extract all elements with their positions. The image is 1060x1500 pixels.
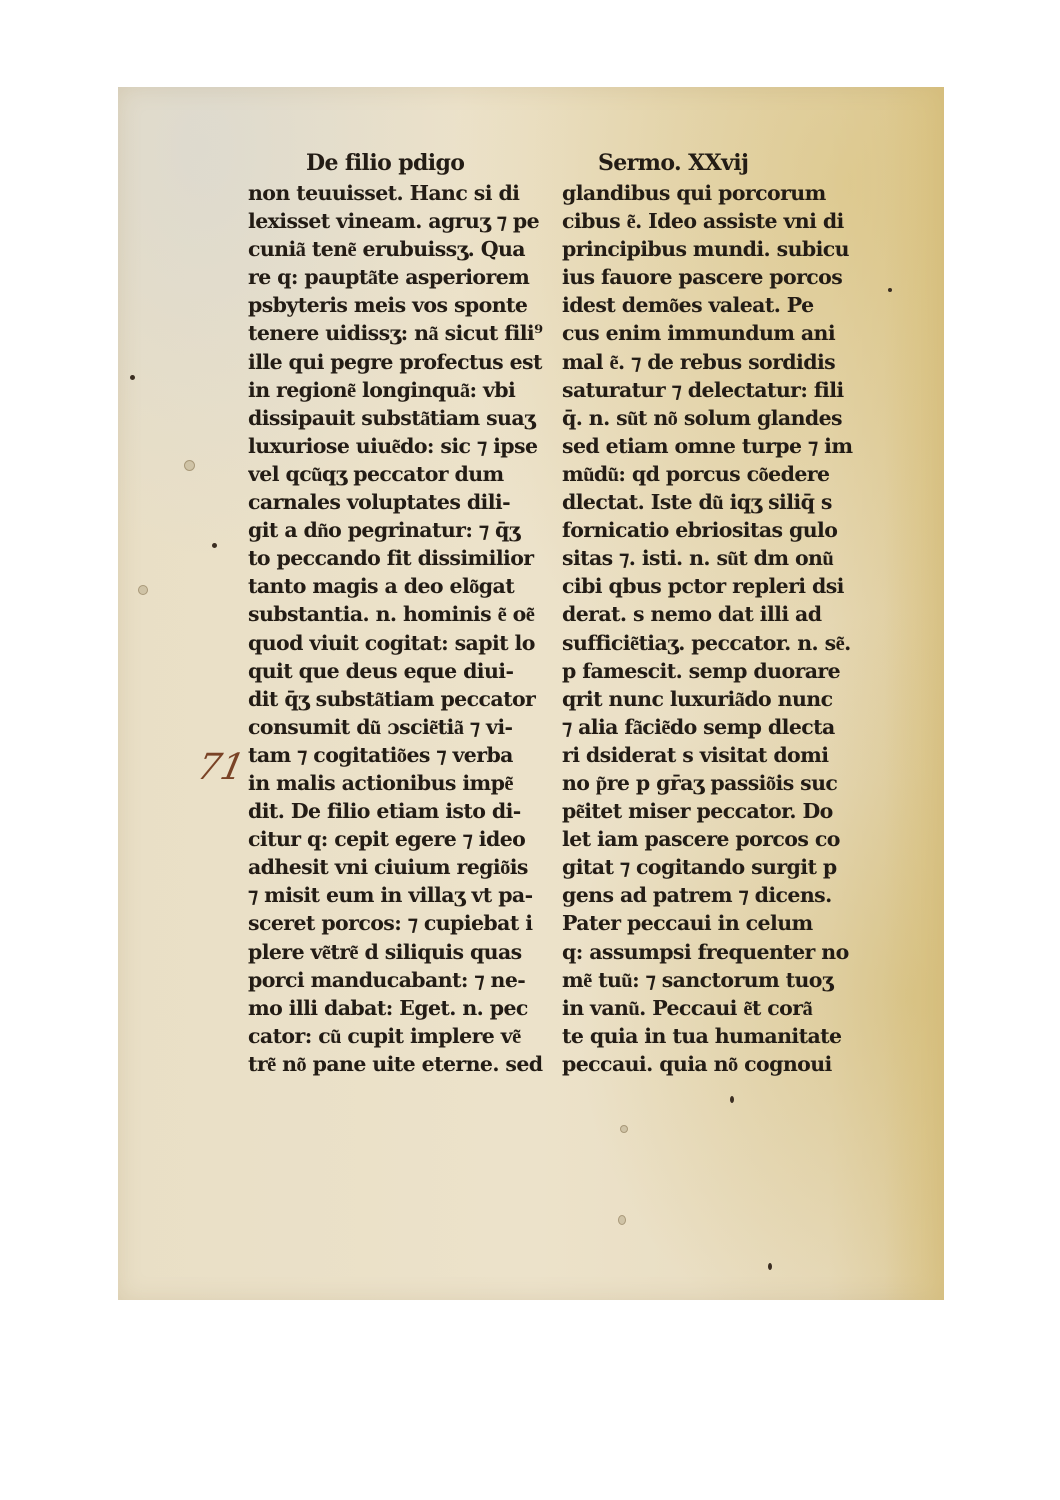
text-line: ri dsiderat s visitat domi [562,742,829,767]
text-line: citur q: cepit egere ⁊ ideo [248,827,526,852]
text-line: porci manducabant: ⁊ ne- [248,967,526,992]
scanned-page [118,87,944,1300]
text-line: gitat ⁊ cogitando surgit p [562,855,837,880]
text-line: tenere uidissʒ: na͂ sicut fili⁹ [248,321,543,346]
running-head-right: Sermo. XXvij [598,150,749,176]
margin-annotation: 71 [193,747,249,788]
text-line: mu͂du͂: qd porcus co͂edere [562,461,830,486]
text-line: carnales voluptates dili- [248,490,511,515]
text-line: tam ⁊ cogitatio͂es ⁊ verba [248,742,513,767]
text-line: tre͂ no͂ pane uite eterne. sed [248,1051,543,1076]
text-line: gens ad patrem ⁊ dicens. [562,883,832,908]
ink-speck [730,1096,734,1103]
text-line: ius fauore pascere porcos [562,265,843,290]
text-line: sufficie͂tiaʒ. peccator. n. se͂. [562,630,851,655]
text-line: principibus mundi. subicu [562,237,849,262]
text-line: plere ve͂tre͂ d siliquis quas [248,939,522,964]
text-line: to peccando fit dissimilior [248,546,534,571]
ink-speck [768,1263,772,1270]
running-head-left: De filio pdigo [306,150,465,176]
text-line: re q: paupta͂te asperiorem [248,265,530,290]
text-line: sitas ⁊. isti. n. su͂t dm onu͂ [562,546,834,571]
text-line: no p͂re p gr̄aʒ passio͂is suc [562,770,838,795]
text-line: psbyteris meis vos sponte [248,293,528,318]
text-line: cunia͂ tene͂ erubuissʒ. Qua [248,237,525,262]
text-line: cibus e͂. Ideo assiste vni di [562,209,844,234]
text-line: in malis actionibus impe͂ [248,770,513,795]
text-line: cator: cu͂ cupit implere ve͂ [248,1023,521,1048]
left-column [248,147,548,1078]
text-line: ille qui pegre profectus est [248,349,542,374]
wormhole [184,460,195,471]
water-stain [884,87,944,1300]
text-line: me͂ tuu͂: ⁊ sanctorum tuoʒ [562,967,833,992]
text-line: tanto magis a deo elo͂gat [248,574,515,599]
text-line: lexisset vineam. agruʒ ⁊ pe [248,209,540,234]
text-line: qrit nunc luxuria͂do nunc [562,686,833,711]
text-line: in regione͂ longinqua͂: vbi [248,377,516,402]
ink-speck [212,543,217,548]
text-line: mal e͂. ⁊ de rebus sordidis [562,349,836,374]
text-line: sed etiam omne turpe ⁊ im [562,433,853,458]
text-line: dlectat. Iste du͂ iqʒ siliq̄ s [562,490,832,515]
text-line: Pater peccaui in celum [562,911,813,936]
right-column [562,147,862,1078]
text-line: quit que deus eque diui- [248,658,514,683]
text-line: p famescit. semp duorare [562,658,841,683]
text-line: quod viuit cogitat: sapit lo [248,630,535,655]
text-line: ⁊ misit eum in villaʒ vt pa- [248,883,533,908]
text-line: sceret porcos: ⁊ cupiebat i [248,911,533,936]
text-line: luxuriose uiue͂do: sic ⁊ ipse [248,433,538,458]
text-line: saturatur ⁊ delectatur: fili [562,377,844,402]
text-line: vel qcu͂qʒ peccator dum [248,461,504,486]
ink-speck [888,288,892,292]
text-line: idest demo͂es valeat. Pe [562,293,814,318]
text-line: peccaui. quia no͂ cognoui [562,1051,832,1076]
text-line: substantia. n. hominis e͂ oe͂ [248,602,535,627]
text-line: derat. s nemo dat illi ad [562,602,822,627]
text-line: dissipauit substa͂tiam suaʒ [248,405,536,430]
text-line: in vanu͂. Peccaui e͂t cora͂ [562,995,813,1020]
text-line: cibi qbus pctor repleri dsi [562,574,844,599]
text-line: dit q̄ʒ substa͂tiam peccator [248,686,536,711]
wormhole [620,1125,628,1133]
text-line: q̄. n. su͂t no͂ solum glandes [562,405,842,430]
text-line: consumit du͂ ɔscie͂tia͂ ⁊ vi- [248,714,513,739]
wormhole [138,585,148,595]
text-line: git a dn͂o pegrinatur: ⁊ q̄ʒ [248,518,520,543]
wormhole [618,1215,626,1225]
text-line: mo illi dabat: Eget. n. pec [248,995,528,1020]
text-line: non teuuisset. Hanc si di [248,181,520,205]
text-line: adhesit vni ciuium regio͂is [248,855,528,880]
text-line: cus enim immundum ani [562,321,836,346]
text-line: dit. De filio etiam isto di- [248,799,521,824]
text-line: ⁊ alia fa͂cie͂do semp dlecta [562,714,835,739]
text-line: te quia in tua humanitate [562,1023,842,1048]
text-line: let iam pascere porcos co [562,827,840,852]
text-line: q: assumpsi frequenter no [562,939,849,964]
text-line: glandibus qui porcorum [562,181,826,205]
text-line: fornicatio ebriositas gulo [562,518,838,543]
text-line: pe͂itet miser peccator. Do [562,799,833,824]
ink-speck [130,375,135,380]
